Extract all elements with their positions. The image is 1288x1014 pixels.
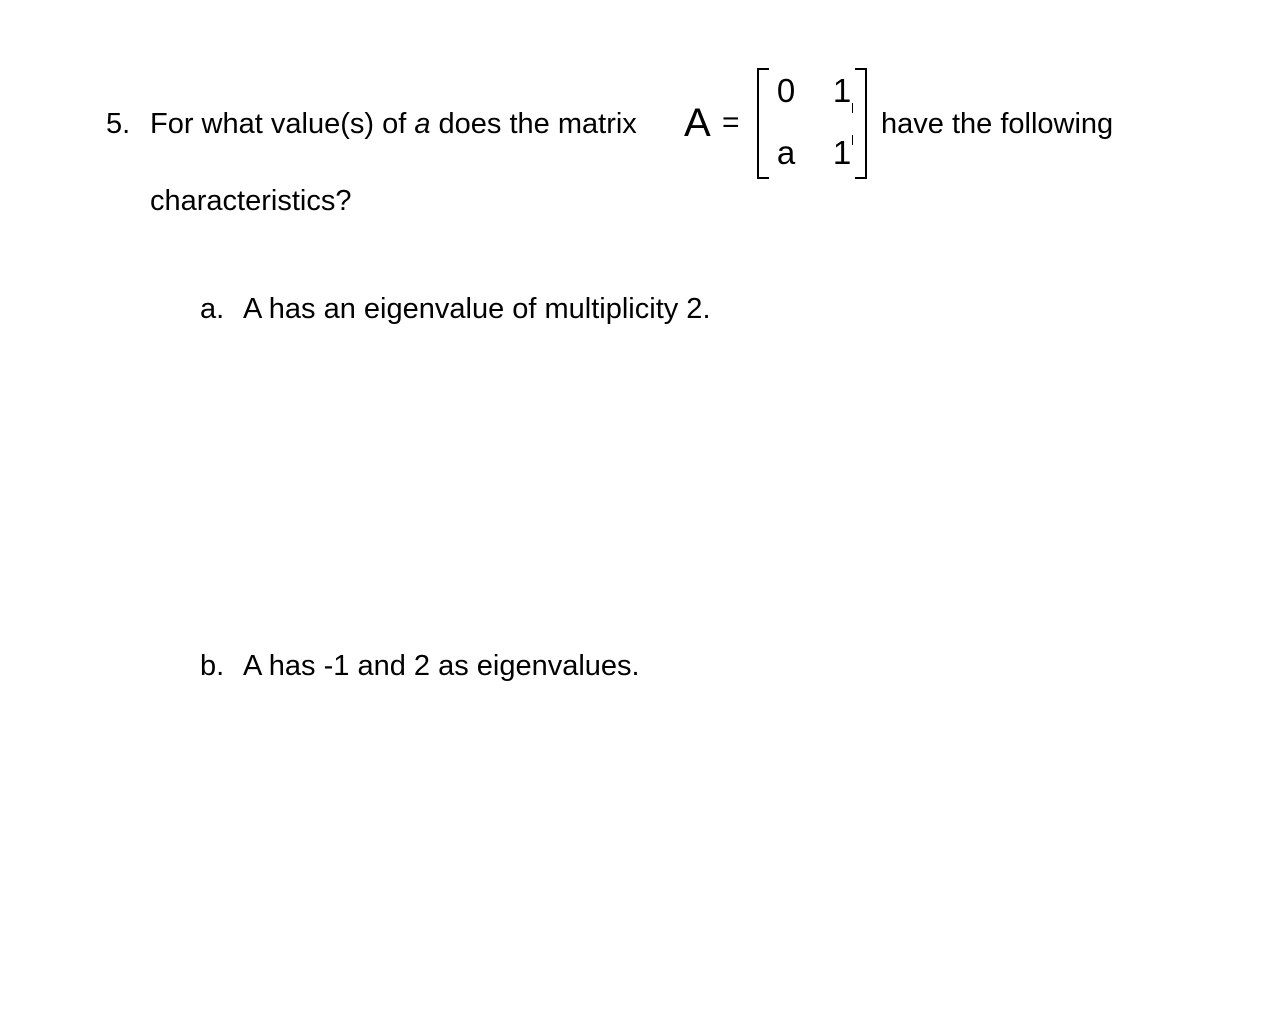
question-variable: a <box>414 108 431 140</box>
part-a-label: a. <box>200 293 225 325</box>
part-a-text: A has an eigenvalue of multiplicity 2. <box>243 293 711 325</box>
question-number: 5. <box>106 108 131 140</box>
matrix-cell-r2c1: a <box>776 134 796 171</box>
question-text-prefix <box>150 110 637 139</box>
matrix-cell-r1c2: 1 <box>832 72 852 109</box>
question-suffix: have the following <box>881 108 1114 140</box>
question-middle: does the matrix <box>438 108 637 140</box>
equals-sign: = <box>722 106 740 139</box>
question-prefix: For what value(s) of <box>150 108 407 140</box>
matrix-cell-r2c2: 1 <box>832 134 852 171</box>
matrix-left-bracket <box>757 68 769 179</box>
part-b-text: A has -1 and 2 as eigenvalues. <box>243 650 640 682</box>
part-b-label: b. <box>200 650 225 682</box>
matrix-name: A <box>684 101 711 145</box>
question-continuation: characteristics? <box>150 185 352 217</box>
matrix-cell-r1c1: 0 <box>776 72 796 109</box>
